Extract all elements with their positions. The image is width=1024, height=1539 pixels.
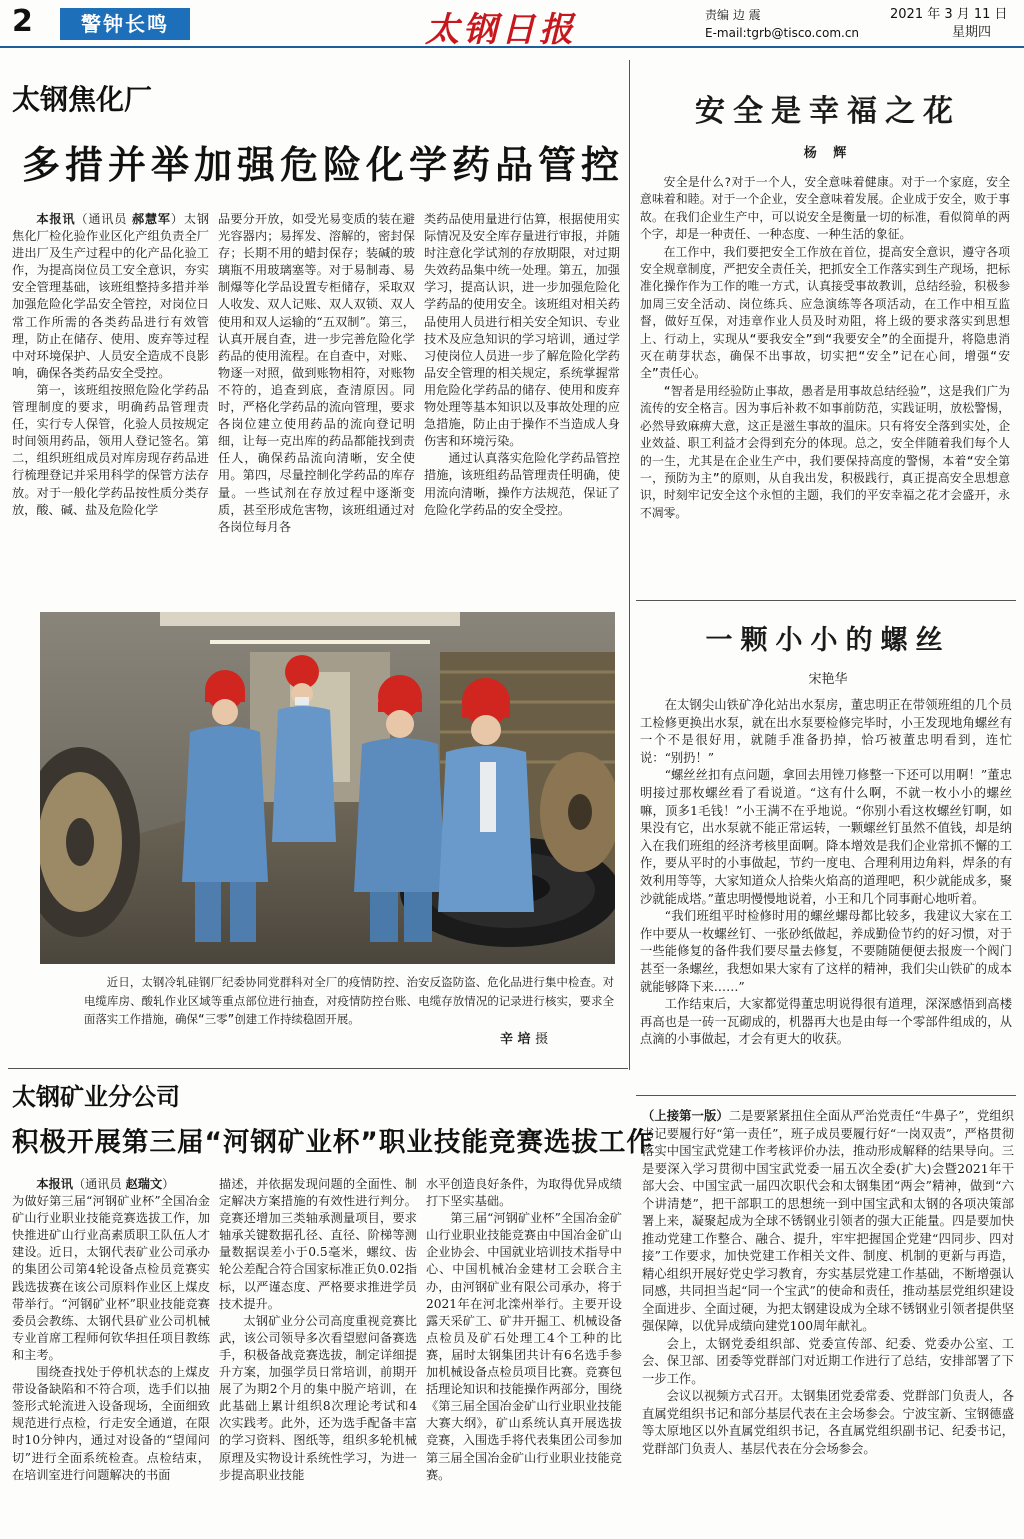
essay1-body (640, 174, 1010, 522)
essay1-paragraph: 在工作中，我们要把安全工作放在首位，提高安全意识，遵守各项安全规章制度，严把安全责任关，把抓安全工作落实到生产现场，把标准化操作作为工作的唯一方式，认真接受事故教训，总结经验，积极参加周三安全活动、岗位练兵、应急演练等各项活动，在工作中相互监督，做好互保，对违章作业人员及时劝阻，将上级的要求落实到思想上、行动上，实现从“要我安全”到“我要安全”的全面提升，将隐患消灭在萌芽状态，确保不出事故，切实把“安全”记在心间，增强“安全”责任心。 (640, 244, 1010, 381)
photo-credit (500, 1028, 548, 1047)
issue-date (890, 6, 1008, 42)
article1-column-3 (424, 211, 620, 591)
section-divider (636, 1095, 1016, 1096)
article2-paragraph: 围绕查找处于停机状态的上煤皮带设备缺陷和不符合项，选手们以抽签形式轮流进入设备现场，全面细致规范进行点检，行走安全通道，在限时10分钟内，通过对设备的“望闻问切”进行全面系统检查。点检结束，在培训室进行问题解决的书面 (12, 1365, 210, 1482)
continued-paragraph: 会议以视频方式召开。太钢集团党委常委、党群部门负责人，各直属党组织书记和部分基层代表在主会场参会。宁波宝新、宝钢德盛等太原地区以外直属党组织书记，各直属党组织副书记、纪委书记，党群部门负责人、基层代表在分会场参会。 (642, 1389, 1014, 1456)
inspection-photo (40, 612, 615, 964)
article2-lead-text: 为做好第三届“河钢矿业杯”全国冶金矿山行业职业技能竞赛选拔工作，加快推进矿山行业高素质职工队伍人才建设。近日，太钢代表矿业公司承办的集团公司第4轮设备点检员竞赛实践选拔赛在该公司原料作业区上煤皮带举行。“河钢矿业杯”职业技能竞赛委员会教练、太钢代县矿业公司机械专业首席工程师何钦华担任项目教练和主考。 (12, 1194, 210, 1362)
column-divider (629, 60, 630, 1070)
article2-column-1: 本报讯（通讯员 赵瑞文） 为做好第三届“河钢矿业杯”全国冶金矿山行业职业技能竞赛选拔工作，加快推进矿山行业高素质职工队伍人才建设。近日，太钢代表矿业公司承办的集团公司第4轮设备点检员竞赛实践选拔赛在该公司原料作业区上煤皮带举行。“河钢矿业杯”职业技能竞赛委员会教练、太钢代县矿业公司机械专业首席工程师何钦华担任项目教练和主考。 围绕查找处于停机状态的上煤皮带设备缺陷和不符合项，选手们以抽签形式轮流进入设备现场，全面细致规范进行点检，行走安全通道，在限时10分钟内，通过对设备的“望闻问切”进行全面系统检查。点检结束，在培训室进行问题解决的书面 (12, 1176, 210, 1536)
essay1-paragraph: 安全是什么?对于一个人，安全意味着健康。对于一个家庭，安全意味着和睦。对于一个企业，安全意味着发展。企业成于安全，败于事故。在我们企业生产中，可以说安全是衡量一切的标准，看似简单的两个字，却是一种责任、一种态度、一种生活的象征。 (640, 175, 1010, 242)
editor-info (705, 6, 859, 42)
article1-headline: 多措并举加强危险化学药品管控 (22, 143, 625, 187)
editor-email: E-mail:tgrb@tisco.com.cn (705, 26, 860, 40)
continued-paragraph: 二是要紧紧扭住全面从严治党责任“牛鼻子”，党组织书记要履行好“第一责任”，班子成员要履行好“一岗双责”，严格贯彻落实中国宝武党建工作考核评价办法，推动形成解释的结果导向。三是要深入学习贯彻中国宝武党委一届五次全委(扩大)会暨2021年干部大会、中国宝武一届四次职代会和太钢集团“两会”精神，做到“六个讲清楚”，把干部职工的思想统一到中国宝武和太钢的各项决策部署上来，凝聚起成为全球不锈钢业引领者的强大正能量。四是要加快推动党建工作整合、融合、提升，牢牢把握国企党建“四同步、四对接”工作要求，加快党建工作相关文件、制度、机制的更新与再造，精心组织开展好党史学习教育，夯实基层党建工作基础，不断增强认同感，共同担当起“同一个宝武”的使命和责任，推动基层党组织建设全面进步、全面过硬，为把太钢建设成为全球不锈钢业引领者提供坚强保障，以优异成绩向建党100周年献礼。 (642, 1109, 1014, 1333)
essay2-body (640, 697, 1012, 1049)
continued-paragraph: 会上，太钢党委组织部、党委宣传部、纪委、党委办公室、工会、保卫部、团委等党群部门对近期工作进行了总结，安排部署了下一步工作。 (642, 1336, 1014, 1386)
section-divider (636, 600, 1016, 601)
article1-kicker: 太钢焦化厂 (12, 83, 153, 116)
inspection-photo-illustration (40, 612, 615, 964)
essay1-paragraph: “智者是用经验防止事故，愚者是用事故总结经验”，这是我们广为流传的安全格言。因为事后补救不如事前防范，实践证明，放松警惕，必然导致麻痹大意，这正是滋生事故的温床。只有将安全落到实处，企业效益、职工利益才会得到充分的体现。总之，安全伴随着我们每个人的一生，尤其是在企业生产中，我们要保持高度的警惕，本着“安全第一，预防为主”的原则，从自我出发，积极践行，真正提高安全思想意识，时刻牢记安全这个永恒的主题，我们的平安幸福之花才会盛开，永不凋零。 (640, 383, 1010, 520)
paper-name-logo: 太钢日报 (425, 10, 577, 50)
article1-column-2 (218, 211, 415, 591)
article1-byline: 本报讯 (36, 212, 76, 226)
page-number: 2 (12, 4, 33, 39)
article1-reporter: 郝慧军 (131, 212, 171, 226)
essay2-paragraph: “螺丝丝扣有点问题，拿回去用锉刀修整一下还可以用啊！”董忠明接过那枚螺丝看了看说道。“这有什么啊，不就一枚小小的螺丝嘛，顶多1毛钱！”小王满不在乎地说。“你别小看这枚螺丝钉啊，如果没有它，出水泵就不能正常运转，一颗螺丝钉虽然不值钱，却是纳入在我们班组的经济考核里面啊。降本增效是我们企业常抓不懈的工作，要从平时的小事做起，节约一度电、合理利用边角料，焊条的有效利用等等，大家知道众人拾柴火焰高的道理吧，积少就能成多，聚沙就能成塔。”董忠明慢慢地说着，小王和几个同事耐心地听着。 (640, 768, 1012, 906)
article2-paragraph: 第三届“河钢矿业杯”全国冶金矿山行业职业技能竞赛由中国冶金矿山企业协会、中国就业培训技术指导中心、中国机械冶金建材工会联合主办，由河钢矿业有限公司承办，将于2021年在河北滦州举行。主要开设露天采矿工、矿井开掘工、机械设备点检员及矿石处理工4个工种的比赛，届时太钢集团共计有6名选手参加机械设备点检员项目比赛。竞赛包括理论知识和技能操作两部分，围绕《第三届全国冶金矿山行业职业技能大赛大纲》，矿山系统认真开展选拔竞赛，入围选手将代表集团公司参加第三届全国冶金矿山行业职业技能竞赛。 (426, 1211, 622, 1482)
article2-paragraph: 描述，并依据发现问题的全面性、制定解决方案措施的有效性进行判分。竞赛还增加三类轴承测量项目，要求轴承关键数据孔径、直径、阶梯等测量数据误差小于0.5毫米，螺纹、齿轮公差配合符合国家标准正负0.02指标，以严谨态度、严格要求推进学员技术提升。 (219, 1177, 417, 1311)
essay2-paragraph: 在太钢尖山铁矿净化站出水泵房，董忠明正在带领班组的几个员工检修更换出水泵，就在出水泵要检修完毕时，小王发现地角螺丝有一个不是很好用，就随手准备扔掉，恰巧被董忠明看到，连忙说：“别扔！” (640, 698, 1012, 765)
essay1-author: 杨 辉 (803, 146, 853, 161)
article2-headline: 积极开展第三届“河钢矿业杯”职业技能竞赛选拔工作 (12, 1127, 654, 1158)
section-tag: 警钟长鸣 (60, 8, 190, 40)
article2-paragraph: 水平创造良好条件，为取得优异成绩打下坚实基础。 (426, 1177, 622, 1209)
section-divider (8, 1068, 628, 1069)
article1-paragraph: 品要分开放，如受光易变质的装在避光容器内；易挥发、溶解的，密封保存；长期不用的蜡封保存；装碱的玻璃瓶不用玻璃塞等。对于易制毒、易制爆等化学品设置专柜储存，采取双人收发、双人记账、双人双锁、双人使用和双人运输的“五双制”。第三，认真开展自查，进一步完善危险化学药品的使用流程。在自查中，对账、物逐一对照，做到账物相符，对账物不符的，追查到底，查清原因。同时，严格化学药品的流向管理，要求各岗位建立使用药品的流向登记明细，让每一克出库的药品都能找到责任人，确保药品流向清晰，安全使用。第四，尽量控制化学药品的库存量。一些试剂在存放过程中逐渐变质，甚至形成危害物，该班组通过对各岗位每月各 (218, 212, 415, 534)
editor-name: 责编 边 震 (705, 8, 761, 22)
photo-credit-name: 辛 培 (500, 1032, 531, 1047)
article1-paragraph: 通过认真落实危险化学药品管控措施，该班组药品管理责任明确，使用流向清晰，操作方法规范，保证了危险化学药品的安全受控。 (424, 451, 620, 517)
essay2-title: 一颗小小的螺丝 (705, 625, 951, 656)
essay2-paragraph: 工作结束后，大家都觉得董忠明说得很有道理，深深感悟到高楼再高也是一砖一瓦砌成的，机器再大也是由每一个零部件组成的，从点滴的小事做起，才会有更大的收获。 (640, 997, 1012, 1047)
article2-paragraph: 太钢矿业分公司高度重视竞赛比武，该公司领导多次看望慰问备赛选手，积极备战竞赛选拔，制定详细提升方案，加强学员日常培训，前期开展了为期2个月的集中脱产培训，在此基础上累计组织8次理论考试和4次实践考。此外，还为选手配备丰富的学习资料、图纸等，组织多轮机械原理及实物设计系统性学习，为进一步提高职业技能 (219, 1313, 417, 1482)
article2-kicker: 太钢矿业分公司 (12, 1083, 180, 1111)
article1-column-1: 本报讯（通讯员 郝慧军）太钢焦化厂检化验作业区化产组负责全厂进出厂及生产过程中的化产品化验工作，为提高岗位员工安全意识，夯实安全管理基础，该班组整持多措并举加强危险化学品安全管控，对岗位日常工作所需的各类药品进行有效管理，防止在储存、使用、废弃等过程中对环境保护、人员安全造成不良影响，确保各类药品安全受控。 第一，该班组按照危险化学药品管理制度的要求，明确药品管理责任，实行专人保管，化验人员按规定时间领用药品，领用人登记签名。第二，组织班组成员对库房现存药品进行梳理登记并采用科学的保管方法存放。对于一般化学药品按性质分类存放，酸、碱、盐及危险化学 (12, 211, 209, 591)
essay2-author: 宋艳华 (808, 672, 848, 687)
date-text: 2021 年 3 月 11 日 (890, 7, 1008, 22)
continued-marker: （上接第一版） (642, 1109, 729, 1123)
photo-credit-role: 摄 (535, 1032, 549, 1047)
article1-paragraph: 类药品使用量进行估算，根据使用实际情况及安全库存量进行审报，并随时注意化学试剂的存放期限，对过期失效药品集中统一处理。第五，加强学习，提高认识，进一步加强危险化学药品的使用安全。该班组对相关药品使用人员进行相关安全知识、专业技术及应急知识的学习培训，通过学习使岗位人员进一步了解危险化学药品安全管理的相关规定，系统掌握常用危险化学药品的储存、使用和废弃物处理等基本知识以及事故处理的应急措施，防止由于操作不当造成人身伤害和环境污染。 (424, 212, 620, 449)
article2-byline: 本报讯 (36, 1177, 73, 1191)
essay1-title: 安全是幸福之花 (695, 94, 961, 129)
essay2-paragraph: “我们班组平时检修时用的螺丝螺母都比较多，我建议大家在工作中要从一枚螺丝钉、一张砂纸做起，养成勤俭节约的好习惯，对于一些能修复的备件我们要尽量去修复，不要随随便便去报废一个阀门甚至一条螺丝，我想如果大家有了这样的精神，我们尖山铁矿的成本就能够降下来……” (640, 909, 1012, 994)
photo-caption: 近日，太钢冷轧硅钢厂纪委协同党群科对全厂的疫情防控、治安反盗防盗、危化品进行集中检查。对电缆库房、酸轧作业区域等重点部位进行抽查，对疫情防控台账、电缆存放情况的记录进行核实，要求全面落实工作措施，确保“三零”创建工作持续稳固开展。 (84, 975, 614, 1026)
continued-article (642, 1108, 1014, 1458)
weekday-text: 星期四 (952, 25, 992, 40)
article1-lead-text: 太钢焦化厂检化验作业区化产组负责全厂进出厂及生产过程中的化产品化验工作，为提高岗位员工安全意识，夯实安全管理基础，该班组整持多措并举加强危险化学品安全管控，对岗位日常工作所需的各类药品进行有效管理，防止在储存、使用、废弃等过程中对环境保护、人员安全造成不良影响，确保各类药品安全受控。 (12, 212, 210, 380)
article2-reporter: 赵瑞文 (125, 1177, 163, 1191)
article2-column-2 (219, 1176, 417, 1536)
article2-column-3 (426, 1176, 622, 1536)
article1-paragraph: 第一，该班组按照危险化学药品管理制度的要求，明确药品管理责任，实行专人保管，化验人员按规定时间领用药品，领用人登记签名。第二，组织班组成员对库房现存药品进行梳理登记并采用科学的保管方法存放。对于一般化学药品按性质分类存放，酸、碱、盐及危险化学 (12, 382, 209, 517)
masthead (0, 0, 1024, 48)
